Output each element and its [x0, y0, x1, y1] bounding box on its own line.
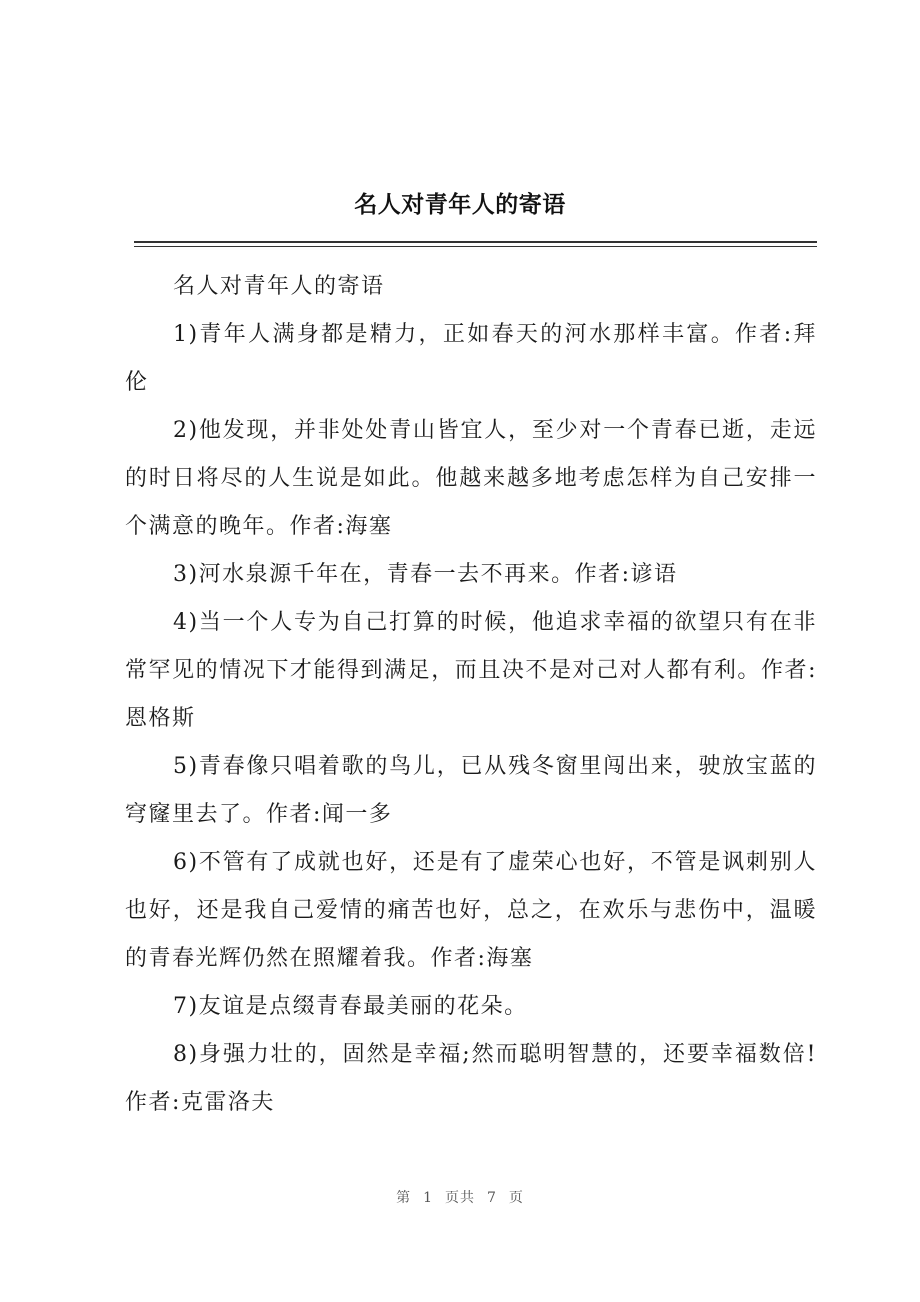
quote-item: 5)青春像只唱着歌的鸟儿，已从残冬窗里闯出来，驶放宝蓝的穹窿里去了。作者:闻一多 [125, 754, 817, 827]
document-title: 名人对青年人的寄语 [354, 192, 566, 218]
footer-total-pages: 7 [487, 1190, 497, 1206]
footer-label-pages: 页 [508, 1190, 524, 1206]
quote-item: 8)身强力壮的，固然是幸福;然而聪明智慧的，还要幸福数倍!作者:克雷洛夫 [125, 1042, 817, 1115]
quote-item: 3)河水泉源千年在，青春一去不再来。作者:谚语 [173, 562, 678, 587]
document-body [125, 263, 817, 1127]
footer-label-page: 第 [396, 1190, 412, 1206]
title-divider-thin [134, 246, 817, 247]
quote-item: 2)他发现，并非处处青山皆宜人，至少对一个青春已逝，走远的时日将尽的人生说是如此。他越来越多地考虑怎样为自己安排一个满意的晚年。作者:海塞 [125, 418, 817, 539]
quote-item: 4)当一个人专为自己打算的时候，他追求幸福的欲望只有在非常罕见的情况下才能得到满足，而且决不是对己对人都有利。作者:恩格斯 [125, 610, 817, 731]
quote-item: 6)不管有了成就也好，还是有了虚荣心也好，不管是讽刺别人也好，还是我自己爱情的痛苦也好，总之，在欢乐与悲伤中，温暖的青春光辉仍然在照耀着我。作者:海塞 [125, 850, 817, 971]
paragraph-intro: 名人对青年人的寄语 [173, 274, 385, 299]
footer-label-of: 页共 [445, 1190, 475, 1206]
quote-item: 7)友谊是点缀青春最美丽的花朵。 [173, 994, 528, 1019]
page-footer [0, 1187, 920, 1207]
title-divider-thick [134, 241, 817, 243]
quote-item: 1)青年人满身都是精力，正如春天的河水那样丰富。作者:拜伦 [125, 322, 817, 395]
footer-current-page: 1 [423, 1190, 433, 1206]
